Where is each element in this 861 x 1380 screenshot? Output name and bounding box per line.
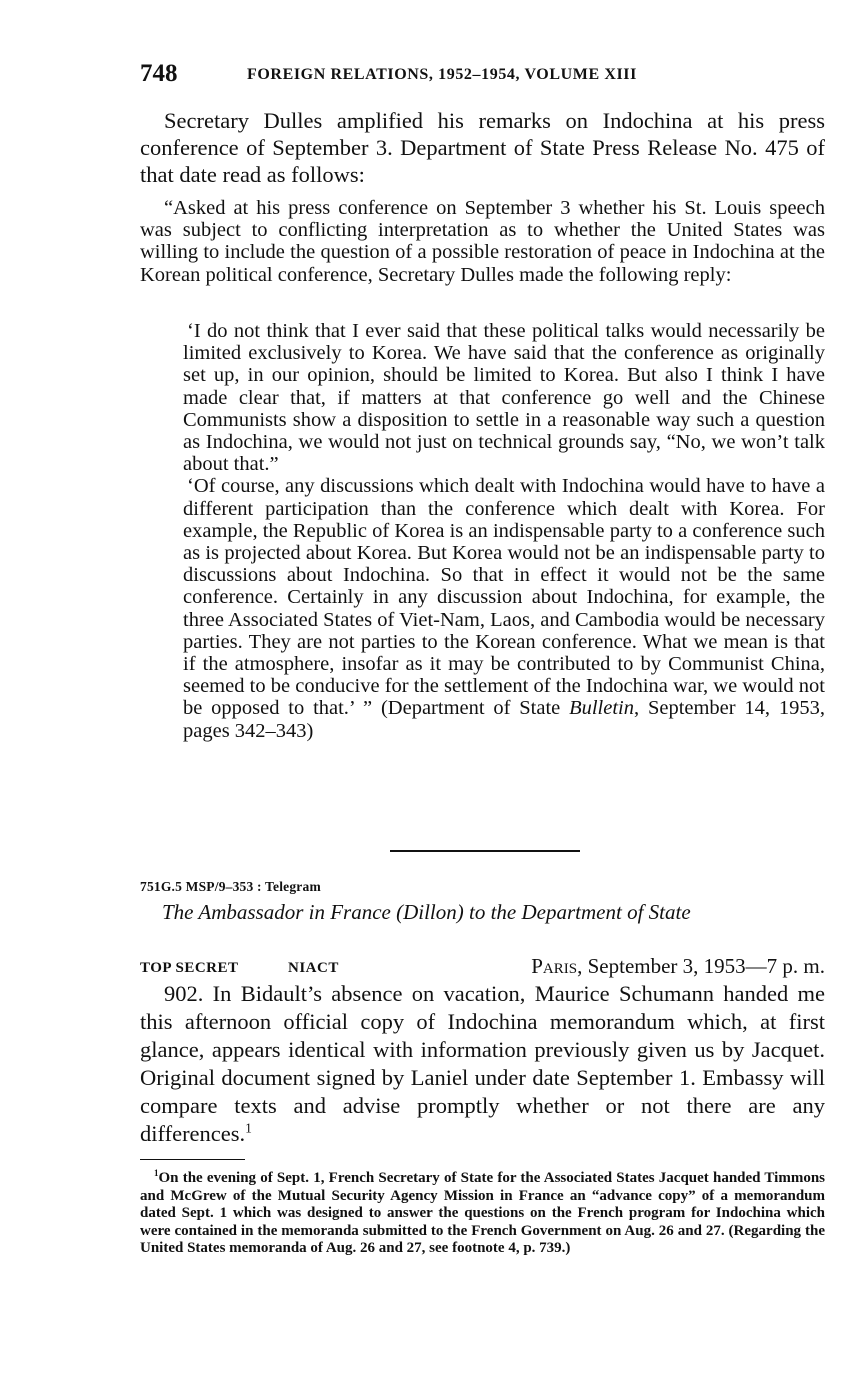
footnote-rule — [140, 1159, 245, 1160]
page-header — [140, 60, 830, 90]
footnote-marker: 1 — [154, 1168, 159, 1178]
footnote — [140, 1170, 825, 1258]
footnote-reference[interactable]: 1 — [245, 1120, 252, 1136]
section-divider — [390, 850, 580, 852]
classification-line — [140, 954, 825, 982]
intro-paragraph: Secretary Dulles amplified his remarks on Indochina at his press conference of September 3. Department of State Press Release No. 475 of that date read as follows: — [140, 108, 825, 187]
file-reference: 751G.5 MSP/9–353 : Telegram — [140, 879, 321, 894]
reply-paragraph-1: ‘I do not think that I ever said that these political talks would necessarily be limited exclusively to Korea. We have said that the conference as originally set up, in our opinion, should be limited to Korea. But also I think I have made clear that, if matters at that conference go well and the Chinese Communists show a disposition to settle in a reasonable way such a question as Indochina, we would not just on technical grounds say, “No, we won’t talk about that.” — [183, 320, 825, 476]
precedence: NIACT — [288, 960, 339, 976]
press-release-quote: “Asked at his press conference on September 3 whether his St. Louis speech was subject to conflicting interpretation as to whether the United States was willing to include the question of a possible restoration of peace in Indochina at the Korean political conference, Secretary Dulles made the following reply: — [140, 197, 825, 286]
dulles-reply — [183, 320, 825, 742]
bulletin-title: Bulletin — [569, 697, 634, 720]
telegram-body-text: 902. In Bidault’s absence on vacation, Maurice Schumann handed me this afternoon official copy of Indochina memorandum which, at first glance, appears identical with information previously given us by Jacquet. Original document signed by Laniel under date September 1. Embassy will compare texts and advise promptly whether or not there are any differences. — [140, 981, 825, 1146]
classification: TOP SECRET — [140, 960, 239, 976]
reply-paragraph-2-text: ‘Of course, any discussions which dealt with Indochina would have to have a different participation than the conference which dealt with Korea. For example, the Republic of Korea is an indispensable party to a conference such as is projected about Korea. But Korea would not be an indispensable party to discussions about Indochina. So that in effect it would not be the same conference. Certainly in any discussion about Indochina, for example, the three Associated States of Viet-Nam, Laos, and Cambodia would be necessary parties. They are not parties to the Korean conference. What we mean is that if the atmosphere, insofar as it may be contributed to by Communist China, seemed to be conducive for the settlement of the Indochina war, we would not be opposed to that.’ ” (Department of State — [183, 475, 825, 720]
dateline-date: , September 3, 1953—7 p. m. — [577, 954, 825, 978]
reply-paragraph-2 — [183, 475, 825, 741]
telegram-body — [140, 980, 825, 1148]
reply-paragraph-2-citation: , September 14, 1953, pages 342–343) — [183, 697, 825, 742]
dateline-place: Paris — [531, 954, 578, 978]
running-head: FOREIGN RELATIONS, 1952–1954, VOLUME XIII — [247, 66, 637, 83]
document-title: The Ambassador in France (Dillon) to the Department of State — [162, 900, 691, 924]
page-number: 748 — [140, 60, 178, 87]
dateline — [531, 954, 825, 979]
footnote-text: On the evening of Sept. 1, French Secretary of State for the Associated States Jacquet handed Timmons and McGrew of the Mutual Security Agency Mission in France an “advance copy” of a memorandum dated Sept. 1 which was designed to answer the questions on the French program for Indochina which were contained in the memoranda submitted to the French Government on Aug. 26 and 27. (Regarding the United States memoranda of Aug. 26 and 27, see footnote 4, p. 739.) — [140, 1170, 825, 1257]
